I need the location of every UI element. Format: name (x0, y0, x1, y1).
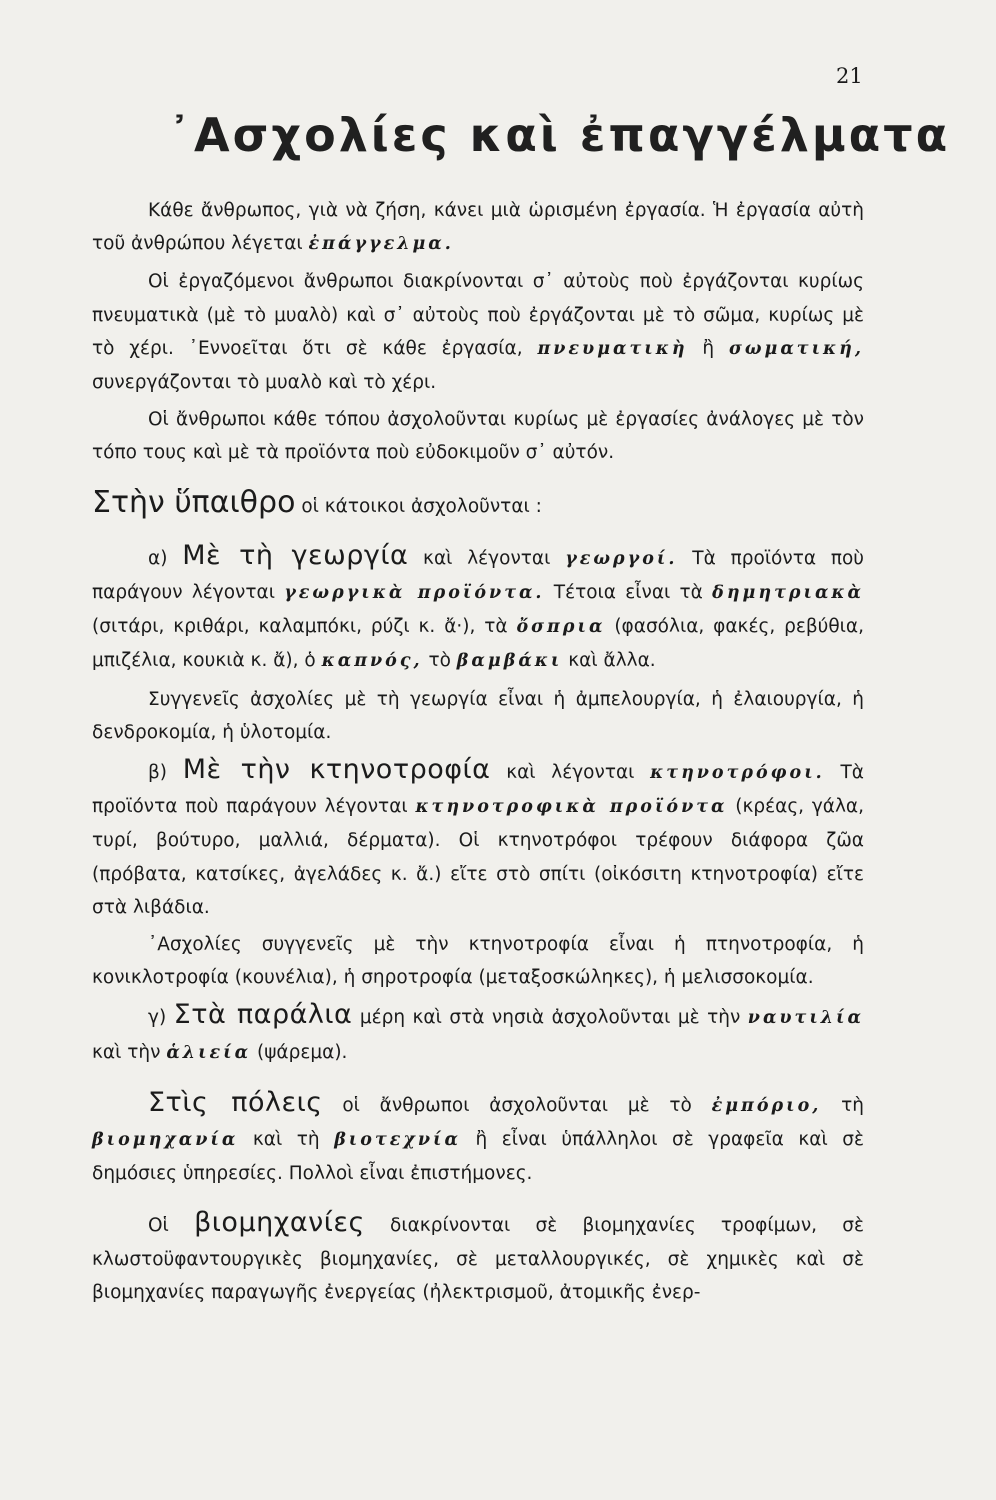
spaced-term: πνευματικὴ (537, 338, 688, 359)
section-heading: Μὲ τὴν κτηνοτροφία (182, 754, 491, 786)
text: καὶ λέγονται (490, 762, 651, 784)
text: καὶ λέγονται (408, 547, 566, 569)
text: Τέτοια εἶναι τὰ (544, 582, 713, 604)
chapter-title: ᾿Ασχολίες καὶ ἐπαγγέλματα (168, 108, 951, 162)
spaced-term: βαμβάκι (456, 651, 563, 672)
spaced-term: καπνός, (321, 651, 423, 672)
section-heading: Στὶς πόλεις (148, 1086, 323, 1118)
text: Συγγενεῖς ἀσχολίες μὲ τὴ γεωργία εἶναι ἡ ἀμπελουργία, ἡ ἐλαιουργία, ἡ δενδροκομία, ἡ ὑλοτομία. (92, 688, 864, 743)
paragraph-2 (92, 265, 864, 399)
list-marker: γ) (148, 1007, 174, 1029)
paragraph-7 (92, 753, 864, 924)
text: ᾿Ασχολίες συγγενεῖς μὲ τὴν κτηνοτροφία εἶναι ἡ πτηνοτροφία, ἡ κονικλοτροφία (κουνέλια), ἡ σηροτροφία (μεταξοσκώληκες), ἡ μελισσοκομία. (92, 934, 864, 989)
paragraph-10 (92, 1086, 864, 1191)
list-marker: β) (148, 762, 183, 784)
text: ἢ (687, 337, 729, 359)
spaced-term: ἐμπόριο, (711, 1095, 822, 1116)
spaced-term: γεωργικὰ προϊόντα. (284, 583, 545, 604)
text: οἱ ἄνθρωποι ἀσχολοῦνται μὲ τὸ (322, 1094, 712, 1116)
paragraph-6 (92, 683, 864, 749)
text: Τὰ προϊόντα ποὺ παράγουν λέγονται (92, 762, 864, 818)
text: καὶ ἄλλα. (562, 650, 656, 672)
text: Τὰ προϊόντα ποὺ παράγουν λέγονται (92, 547, 864, 604)
section-heading: Στὴν ὕπαιθρο (92, 484, 296, 520)
spaced-term: ἐπάγγελμα. (308, 234, 454, 255)
spaced-term: κτηνοτρόφοι. (650, 763, 825, 784)
text: μέρη καὶ στὰ νησιὰ ἀσχολοῦνται μὲ τὴν (352, 1007, 748, 1029)
spaced-term: δημητριακὰ (712, 583, 864, 604)
spaced-term: ναυτιλία (747, 1008, 864, 1029)
spaced-term: κτηνοτροφικὰ προϊόντα (415, 797, 728, 818)
spaced-term: σωματική, (728, 338, 864, 359)
text: τὴ (821, 1094, 864, 1116)
text: (φασόλια, φακές, ρεβύθια, μπιζέλια, κουκιὰ κ. ἄ), ὁ (92, 616, 864, 672)
text: Οἱ ἄνθρωποι κάθε τόπου ἀσχολοῦνται κυρίως μὲ ἐργασίες ἀνάλογες μὲ τὸν τόπο τους καὶ μὲ τὰ προϊόντα ποὺ εὐδοκιμοῦν σ᾿ αὐτόν. (92, 409, 864, 464)
body-text (92, 194, 864, 1313)
text: (κρέας, γάλα, τυρί, βούτυρο, μαλλιά, δέρματα). Οἱ κτηνοτρόφοι τρέφουν διάφορα ζῶα (πρόβατα, κατσίκες, ἀγελάδες κ. ἄ.) εἴτε στὸ σπίτι (οἰκόσιτη κτηνοτροφία) εἴτε στὰ λιβάδια. (92, 796, 864, 918)
paragraph-9 (92, 998, 864, 1069)
section-heading: βιομηχανίες (194, 1207, 365, 1239)
text: Κάθε ἄνθρωπος, γιὰ νὰ ζήση, κάνει μιὰ ὡρισμένη ἐργασία. Ἡ ἐργασία αὐτὴ τοῦ ἀνθρώπου λέγεται (92, 200, 864, 255)
text: (ψάρεμα). (251, 1041, 348, 1063)
spaced-term: ὄσπρια (516, 617, 606, 638)
list-marker: α) (148, 547, 183, 569)
paragraph-11 (92, 1206, 864, 1309)
spaced-term: ἁλιεία (166, 1042, 252, 1063)
section-heading: Στὰ παράλια (173, 999, 353, 1031)
paragraph-5 (92, 539, 864, 679)
text: συνεργάζονται τὸ μυαλὸ καὶ τὸ χέρι. (92, 372, 437, 394)
text: τὸ (422, 650, 457, 672)
text: καὶ τὴν (92, 1041, 167, 1063)
text: διακρίνονται σὲ βιομηχανίες τροφίμων, σὲ κλωστοϋφαντουργικὲς βιομηχανίες, σὲ μεταλλουργικές, σὲ χημικὲς καὶ σὲ βιομηχανίες παραγωγῆς ἐνεργείας (ἠλεκτρισμοῦ, ἀτομικῆς ἐνερ- (92, 1215, 865, 1303)
section-heading: Μὲ τὴ γεωργία (182, 539, 409, 571)
text: οἱ κάτοικοι ἀσχολοῦνται : (295, 495, 542, 517)
spaced-term: βιοτεχνία (334, 1130, 461, 1151)
text: Οἱ ἐργαζόμενοι ἄνθρωποι διακρίνονται σ᾿ αὐτοὺς ποὺ ἐργάζονται κυρίως πνευματικὰ (μὲ τὸ μυαλὸ) καὶ σ᾿ αὐτοὺς ποὺ ἐργάζονται μὲ τὸ σῶμα, κυρίως μὲ τὸ χέρι. ᾿Εννοεῖται ὅτι σὲ κάθε ἐργασία, (92, 271, 864, 359)
text: ἢ εἶναι ὑπάλληλοι σὲ γραφεῖα καὶ σὲ δημόσιες ὑπηρεσίες. Πολλοὶ εἶναι ἐπιστήμονες. (92, 1129, 864, 1185)
paragraph-4 (92, 486, 864, 523)
page-number: 21 (836, 64, 863, 88)
paragraph-3 (92, 403, 864, 469)
spaced-term: βιομηχανία (92, 1130, 239, 1151)
paragraph-1 (92, 194, 864, 261)
text: καὶ τὴ (238, 1129, 335, 1151)
spaced-term: γεωργοί. (565, 548, 678, 569)
text: Οἱ (148, 1215, 195, 1237)
paragraph-8 (92, 928, 864, 994)
text: (σιτάρι, κριθάρι, καλαμπόκι, ρύζι κ. ἄ·), τὰ (92, 616, 517, 638)
